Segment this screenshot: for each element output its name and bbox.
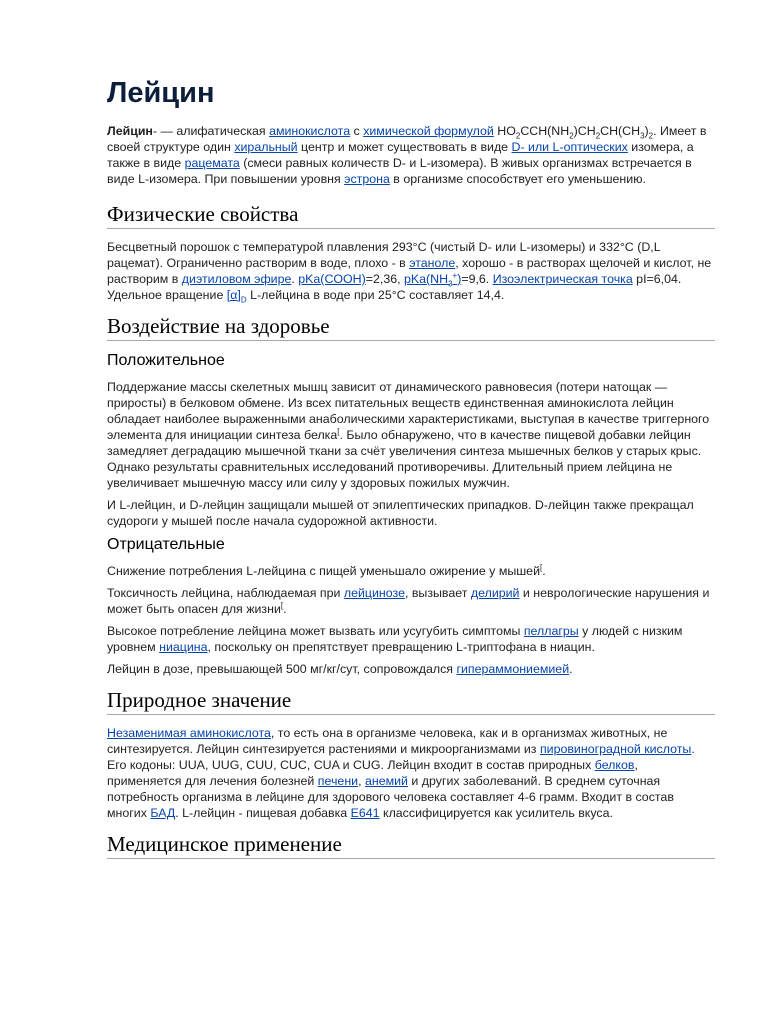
text: Лейцин в дозе, превышающей 500 мг/кг/сут, сопровождался — [107, 662, 457, 676]
text: , то есть она в организме человека, как и в организмах животных, не синтезируется. Лейцин синтезируется растениями и микроорганизмами из — [107, 726, 668, 756]
text: =2,36, — [365, 272, 404, 286]
link-hyperammonemia[interactable]: гипераммониемией — [456, 662, 570, 676]
link-ethanol[interactable]: этаноле — [409, 256, 456, 270]
text: Снижение потребления L-лейцина с пищей уменьшало ожирение у мышей — [107, 564, 540, 578]
link-specific-rotation[interactable]: $[\alpha]_D$ — [226, 288, 247, 305]
text: , вызывает — [404, 586, 471, 600]
link-niacin[interactable]: ниацина — [159, 640, 208, 654]
text: с — [350, 124, 364, 138]
heading-health-effects: Воздействие на здоровье — [107, 313, 715, 341]
reference-mark[interactable]: [ — [337, 426, 340, 436]
natural-paragraph — [107, 725, 715, 821]
negative-paragraph-1 — [107, 563, 715, 579]
text: pI=6,04. Удельное вращение — [107, 272, 682, 302]
text: , поскольку он препятствует превращению L-триптофана в ниацин. — [207, 640, 595, 654]
text: (смеси равных количеств D- и L-изомера). В живых организмах встречается в виде L-изомера. При повышении уровня — [107, 156, 692, 186]
link-liver[interactable]: печени — [317, 774, 359, 788]
text: у людей с низким уровнем — [107, 624, 683, 654]
heading-positive: Положительное — [107, 352, 225, 369]
link-estrone[interactable]: эстрона — [344, 172, 390, 186]
text: классифицируется как усилитель вкуса. — [379, 806, 613, 820]
heading-negative: Отрицательные — [107, 536, 225, 553]
link-chemical-formula[interactable]: химической формулой — [363, 124, 494, 138]
text: и других заболеваний. В среднем суточная потребность организма в лейцине для здорового человека составляет 4-6 грамм. Входит в состав многих — [107, 774, 674, 820]
text: . — [283, 602, 287, 616]
text: . Его кодоны: UUA, UUG, CUU, CUC, CUA и CUG. Лейцин входит в состав природных — [107, 742, 695, 772]
text: . Имеет в своей структуре один — [107, 124, 707, 154]
link-dietary-supplement[interactable]: БАД — [150, 806, 176, 820]
link-pka-nh3[interactable]: $pKa(NH_3^+)$ — [404, 270, 462, 289]
text: , — [358, 774, 365, 788]
link-anemia[interactable]: анемий — [364, 774, 408, 788]
text: , хорошо - в растворах щелочей и кислот, не растворим в — [107, 256, 712, 286]
link-chiral[interactable]: хиральный — [234, 140, 298, 154]
text: . — [542, 564, 546, 578]
text: Токсичность лейцина, наблюдаемая при — [107, 586, 344, 600]
link-diethyl-ether[interactable]: диэтиловом эфире — [181, 272, 292, 286]
text: изомера, а также в виде — [107, 140, 694, 170]
text: - — алифатическая — [152, 124, 270, 138]
text: центр и может существовать в виде — [297, 140, 512, 154]
article — [107, 76, 715, 869]
text: . Было обнаружено, что в качестве пищевой добавки лейцин замедляет деградацию мышечной ткани за счёт увеличения синтеза мышечных белков у старых крыс. Однако результаты сравнительных исследований противоречивы. Длительный прием лейцина не увеличивает мышечную массу или силу у здоровых пожилых мужчин. — [107, 428, 702, 490]
text: , применяется для лечения болезней — [107, 758, 638, 788]
positive-paragraph-2: И L-лейцин, и D-лейцин защищали мышей от эпилептических припадков. D-лейцин также прекращал судороги у мышей после начала судорожной активности. — [107, 498, 694, 528]
link-pyruvic-acid[interactable]: пировиноградной кислоты — [539, 742, 692, 756]
formula: $HO_2CCH(NH_2)CH_2CH(CH_3)_2$ — [493, 124, 654, 141]
link-proteins[interactable]: белков — [594, 758, 635, 772]
link-optical-isomers[interactable]: D- или L-оптических — [511, 140, 628, 154]
text: Высокое потребление лейцина может вызвать или усугубить симптомы — [107, 624, 524, 638]
link-leucinosis[interactable]: лейцинозе — [343, 586, 405, 600]
term-bold: Лейцин — [107, 124, 153, 138]
link-essential-aminoacid[interactable]: Незаменимая аминокислота — [107, 726, 271, 740]
link-racemate[interactable]: рацемата — [184, 156, 240, 170]
physical-paragraph — [107, 239, 715, 303]
negative-paragraph-4 — [107, 661, 715, 677]
reference-mark[interactable]: [ — [280, 600, 284, 610]
text: . — [291, 272, 299, 286]
heading-natural-significance: Природное значение — [107, 687, 715, 715]
text: Поддержание массы скелетных мышц зависит от динамического равновесия (потери натощак — приросты) в белковом обмене. Из всех питательных веществ единственная аминокислота лейцин обладает наиболее выраженными анаболическими характеристиками, выступая в качестве триггерного элемента для инициации синтеза белка — [107, 380, 710, 442]
text: . L-лейцин - пищевая добавка — [175, 806, 351, 820]
link-pka-cooh[interactable]: pKa(COOH) — [298, 272, 366, 286]
text: . — [569, 662, 573, 676]
heading-physical-properties: Физические свойства — [107, 201, 715, 229]
link-pellagra[interactable]: пеллагры — [523, 624, 579, 638]
text: L-лейцина в воде при 25°C составляет 14,4. — [246, 288, 505, 302]
link-delirium[interactable]: делирий — [470, 586, 520, 600]
link-aminoacid[interactable]: аминокислота — [269, 124, 351, 138]
text: Бесцветный порошок с температурой плавления 293°C (чистый D- или L-изомеры) и 332°C (D,L рацемат). Ограниченно растворим в воде, плохо - в — [107, 240, 661, 270]
heading-medical-use: Медицинское применение — [107, 831, 715, 859]
text: =9,6. — [461, 272, 493, 286]
negative-paragraph-3 — [107, 623, 715, 655]
link-isoelectric-point[interactable]: Изоэлектрическая точка — [492, 272, 633, 286]
reference-mark[interactable]: [ — [540, 562, 543, 572]
intro-paragraph — [107, 123, 715, 187]
page-title: Лейцин — [107, 77, 215, 109]
link-e641[interactable]: E641 — [350, 806, 380, 820]
text: и неврологические нарушения и может быть опасен для жизни — [107, 586, 710, 616]
negative-paragraph-2 — [107, 585, 715, 617]
positive-paragraph-1 — [107, 379, 715, 491]
text: в организме способствует его уменьшению. — [389, 172, 646, 186]
